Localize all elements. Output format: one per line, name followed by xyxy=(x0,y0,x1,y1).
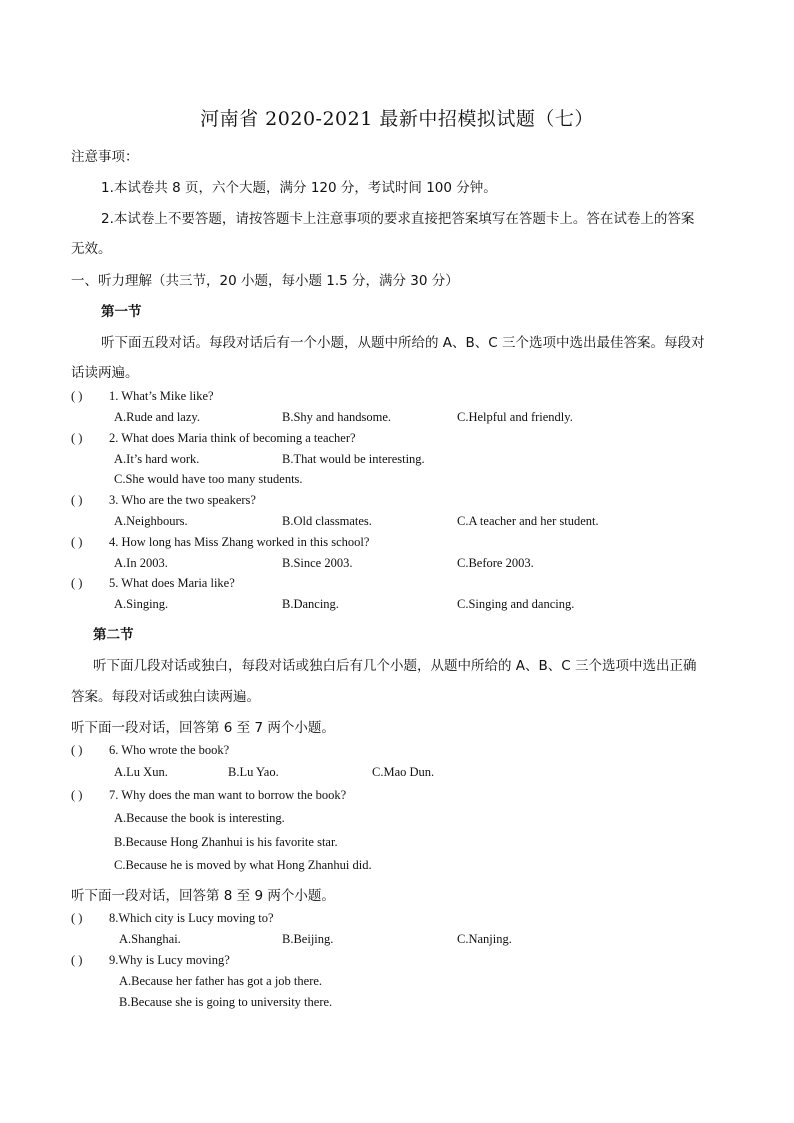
answer-blank: ( ) xyxy=(71,493,83,507)
question-6 xyxy=(71,743,229,758)
answer-blank: ( ) xyxy=(71,788,83,802)
option-b: B.Since 2003. xyxy=(282,556,353,570)
option-b: B.Old classmates. xyxy=(282,514,372,528)
question-7 xyxy=(71,788,346,803)
option-a: A.Lu Xun. xyxy=(114,765,168,779)
option-b: B.Lu Yao. xyxy=(228,765,279,779)
notice-item-1: 1.本试卷共 8 页，六个大题，满分 120 分，考试时间 100 分钟。 xyxy=(101,180,497,196)
answer-blank: ( ) xyxy=(71,743,83,757)
answer-blank: ( ) xyxy=(71,389,83,403)
question-8 xyxy=(71,911,274,926)
question-stem: 2. What does Maria think of becoming a teacher? xyxy=(109,431,356,445)
question-stem: 3. Who are the two speakers? xyxy=(109,493,256,507)
question-stem: 9.Why is Lucy moving? xyxy=(109,953,230,967)
question-2 xyxy=(71,431,356,446)
option-a: A.In 2003. xyxy=(114,556,168,570)
option-c: C.Nanjing. xyxy=(457,932,512,946)
option-c: C.Because he is moved by what Hong Zhanhui did. xyxy=(114,858,372,872)
part2-instructions: 听下面几段对话或独白，每段对话或独白后有几个小题，从题中所给的 A、B、C 三个选项中选出正确 xyxy=(93,658,697,674)
question-stem: 4. How long has Miss Zhang worked in this school? xyxy=(109,535,370,549)
notice-heading: 注意事项： xyxy=(71,149,139,165)
dialog-instruction-8-9: 听下面一段对话，回答第 8 至 9 两个小题。 xyxy=(71,888,335,904)
part2-heading: 第二节 xyxy=(93,627,134,643)
part1-heading: 第一节 xyxy=(101,304,142,320)
option-b: B.Shy and handsome. xyxy=(282,410,392,424)
question-4 xyxy=(71,535,369,550)
answer-blank: ( ) xyxy=(71,535,83,549)
option-c: C.Before 2003. xyxy=(457,556,534,570)
question-stem: 6. Who wrote the book? xyxy=(109,743,230,757)
notice-item-2-cont: 无效。 xyxy=(71,241,112,257)
question-1 xyxy=(71,389,214,404)
option-c: C.Singing and dancing. xyxy=(457,597,575,611)
option-c: C.A teacher and her student. xyxy=(457,514,599,528)
option-c: C.She would have too many students. xyxy=(114,472,303,486)
option-b: B.Because Hong Zhanhui is his favorite star. xyxy=(114,835,338,849)
option-a: A.Because her father has got a job there. xyxy=(119,974,323,988)
option-c: C.Helpful and friendly. xyxy=(457,410,573,424)
option-b: B.Because she is going to university there. xyxy=(119,995,333,1009)
exam-title: 河南省 2020-2021 最新中招模拟试题（七） xyxy=(200,108,594,130)
part2-instructions-cont: 答案。每段对话或独白读两遍。 xyxy=(71,689,260,705)
question-5 xyxy=(71,576,235,591)
answer-blank: ( ) xyxy=(71,911,83,925)
option-a: A.Rude and lazy. xyxy=(114,410,200,424)
part1-instructions: 听下面五段对话。每段对话后有一个小题，从题中所给的 A、B、C 三个选项中选出最佳答案。每段对 xyxy=(101,335,705,351)
dialog-instruction-6-7: 听下面一段对话，回答第 6 至 7 两个小题。 xyxy=(71,720,335,736)
question-stem: 8.Which city is Lucy moving to? xyxy=(109,911,274,925)
option-a: A.It’s hard work. xyxy=(114,452,200,466)
question-stem: 7. Why does the man want to borrow the book? xyxy=(109,788,347,802)
option-a: A.Shanghai. xyxy=(119,932,181,946)
notice-item-2: 2.本试卷上不要答题，请按答题卡上注意事项的要求直接把答案填写在答题卡上。答在试卷上的答案 xyxy=(101,211,695,227)
option-b: B.Beijing. xyxy=(282,932,334,946)
answer-blank: ( ) xyxy=(71,953,83,967)
option-a: A.Because the book is interesting. xyxy=(114,811,285,825)
answer-blank: ( ) xyxy=(71,431,83,445)
option-b: B.That would be interesting. xyxy=(282,452,425,466)
option-a: A.Singing. xyxy=(114,597,169,611)
question-9 xyxy=(71,953,230,968)
option-a: A.Neighbours. xyxy=(114,514,188,528)
question-stem: 1. What’s Mike like? xyxy=(109,389,214,403)
option-c: C.Mao Dun. xyxy=(372,765,435,779)
question-stem: 5. What does Maria like? xyxy=(109,576,235,590)
answer-blank: ( ) xyxy=(71,576,83,590)
question-3 xyxy=(71,493,256,508)
part1-instructions-cont: 话读两遍。 xyxy=(71,365,139,381)
section-heading: 一、听力理解（共三节，20 小题，每小题 1.5 分，满分 30 分） xyxy=(71,273,459,289)
option-b: B.Dancing. xyxy=(282,597,339,611)
